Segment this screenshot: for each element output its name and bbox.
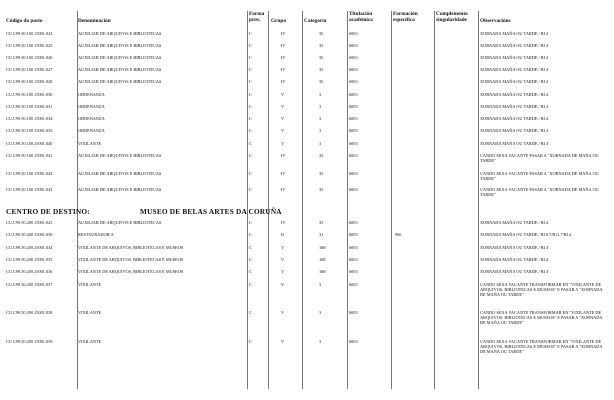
denominacion-cell: AUXILIAR DE ARQUIVOS E BIBLIOTECAS (78, 187, 162, 192)
forma-cell: C (249, 171, 252, 176)
categoria-cell: 35 (319, 43, 324, 48)
titulacion-cell: 6003 (349, 31, 358, 36)
forma-cell: C (249, 55, 252, 60)
grupo-cell: V (281, 245, 285, 250)
denominacion-cell: AUXILIAR DE ARQUIVOS E BIBLIOTECAS (78, 153, 162, 158)
denominacion-cell: VIXILANTE DE ARQUIVOS, BIBLIOTECAS E MUSEOS (78, 269, 184, 274)
forma-cell: C (249, 269, 252, 274)
observacions-cell: XORNADA MAÑA OU TARDE / B14 (480, 128, 548, 133)
grupo-cell: V (281, 257, 285, 262)
codigo-cell: CU.C99.50.200.15001.025 (6, 220, 53, 225)
categoria-cell: 3 (319, 92, 322, 97)
grupo-cell: V (281, 92, 285, 97)
denominacion-cell: AUXILIAR DE ARQUIVOS E BIBLIOTECAS (78, 79, 162, 84)
header-formacion: Formación específica (393, 11, 418, 23)
grupo-cell: IV (281, 171, 286, 176)
observacions-cell: CANDO SEXA VACANTE TRANSFORMAR EN "VIXILANTE DE ARQUIVOS, BIBLIOTECAS E MUSEOS" E PASAR A "XORNADA DE MAÑA OU TARDE" (480, 282, 603, 298)
denominacion-cell: AUXILIAR DE ARQUIVOS E BIBLIOTECAS (78, 67, 162, 72)
titulacion-cell: 6003 (349, 128, 358, 133)
titulacion-cell: 6003 (349, 310, 358, 315)
forma-cell: C (249, 282, 252, 287)
grupo-cell: IV (281, 43, 286, 48)
denominacion-cell: VIXILANTE DE ARQUIVOS, BIBLIOTECAS E MUSEOS (78, 257, 184, 262)
header-categoria: Categoría (304, 18, 327, 24)
denominacion-cell: VIXILANTE (78, 310, 102, 315)
observacions-cell: CANDO SEXA VACANTE TRANSFORMAR EN "VIXILANTE DE ARQUIVOS, BIBLIOTECAS E MUSEOS" E PASAR A "XORNADA DE MAÑA OU TARDE" (480, 339, 603, 355)
observacions-cell: XORNADA MAÑA OU TARDE / B14 (480, 67, 548, 72)
forma-cell: C (249, 116, 252, 121)
column-divider (434, 11, 435, 389)
observacions-cell: XORNADA MAÑA OU TARDE / B14 (480, 104, 548, 109)
observacions-cell: XORNADA MAÑA OU TARDE / B14 (480, 245, 548, 250)
denominacion-cell: AUXILIAR DE ARQUIVOS E BIBLIOTECAS (78, 171, 162, 176)
observacions-cell: XORNADA MAÑA OU TARDE / B14 (480, 43, 548, 48)
forma-cell: C (249, 153, 252, 158)
grupo-cell: V (281, 269, 285, 274)
forma-cell: C (249, 339, 252, 344)
column-divider (247, 11, 248, 389)
titulacion-cell: 6003 (349, 187, 358, 192)
observacions-cell: CANDO SEXA VACANTE PASAR A "XORNADA DE MAÑA OU TARDE" (480, 187, 599, 198)
grupo-cell: V (281, 339, 285, 344)
codigo-cell: CU.C99.50.100.15001.041 (6, 153, 53, 158)
observacions-cell: XORNADA MAÑA OU TARDE / B14 (480, 257, 548, 262)
column-divider (268, 11, 269, 389)
categoria-cell: 3 (319, 104, 322, 109)
grupo-cell: IV (281, 67, 286, 72)
titulacion-cell: 6003 (349, 220, 358, 225)
titulacion-cell: 6003 (349, 282, 358, 287)
titulacion-cell: 6003 (349, 153, 358, 158)
forma-cell: C (249, 310, 252, 315)
formacion-cell: 966 (395, 232, 402, 237)
categoria-cell: 35 (319, 220, 324, 225)
denominacion-cell: ORDENANZA (78, 128, 105, 133)
categoria-cell: 35 (319, 67, 324, 72)
observacions-cell: XORNADA MAÑA OU TARDE / B14 (480, 116, 548, 121)
denominacion-cell: VIXILANTE (78, 282, 102, 287)
forma-cell: C (249, 141, 252, 146)
titulacion-cell: 6003 (349, 245, 358, 250)
observacions-cell: XORNADA MAÑA OU TARDE / B14 (480, 269, 548, 274)
titulacion-cell: 6003 (349, 92, 358, 97)
grupo-cell: V (281, 310, 285, 315)
column-divider (391, 11, 392, 389)
codigo-cell: CU.C99.50.100.15001.024 (6, 31, 53, 36)
centro-destino-label: CENTRO DE DESTINO: (6, 207, 90, 216)
titulacion-cell: 6003 (349, 43, 358, 48)
categoria-cell: 35 (319, 187, 324, 192)
denominacion-cell: RESTAURADOR/A (78, 232, 114, 237)
titulacion-cell: 6003 (349, 232, 358, 237)
codigo-cell: CU.C99.50.200.15001.035 (6, 257, 53, 262)
grupo-cell: V (281, 282, 285, 287)
header-forma: Forma prov. (249, 11, 265, 23)
grupo-cell: IV (281, 187, 286, 192)
denominacion-cell: AUXILIAR DE ARQUIVOS E BIBLIOTECAS (78, 43, 162, 48)
categoria-cell: 35 (319, 153, 324, 158)
titulacion-cell: 6003 (349, 79, 358, 84)
denominacion-cell: AUXILIAR DE ARQUIVOS E BIBLIOTECAS (78, 220, 162, 225)
forma-cell: C (249, 31, 252, 36)
codigo-cell: CU.C99.50.200.15001.030 (6, 232, 53, 237)
observacions-cell: XORNADA MAÑA OU TARDE / B14 (480, 79, 548, 84)
forma-cell: C (249, 187, 252, 192)
forma-cell: C (249, 245, 252, 250)
titulacion-cell: 6003 (349, 257, 358, 262)
denominacion-cell: ORDENANZA (78, 92, 105, 97)
titulacion-cell: 6003 (349, 171, 358, 176)
observacions-cell: CANDO SEXA VACANTE TRANSFORMAR EN "VIXILANTE DE ARQUIVOS, BIBLIOTECAS E MUSEOS" E PASAR A "XORNADA DE MAÑA OU TARDE" (480, 310, 603, 326)
categoria-cell: 3 (319, 310, 322, 315)
codigo-cell: CU.C99.50.200.15001.037 (6, 282, 53, 287)
header-denominacion: Denominación (78, 18, 111, 24)
categoria-cell: 3 (319, 282, 322, 287)
forma-cell: C (249, 79, 252, 84)
codigo-cell: CU.C99.50.100.15001.028 (6, 79, 53, 84)
denominacion-cell: AUXILIAR DE ARQUIVOS E BIBLIOTECAS (78, 31, 162, 36)
forma-cell: C (249, 232, 252, 237)
denominacion-cell: ORDENANZA (78, 116, 105, 121)
forma-cell: C (249, 92, 252, 97)
titulacion-cell: 6003 (349, 116, 358, 121)
titulacion-cell: 6003 (349, 339, 358, 344)
codigo-cell: CU.C99.50.100.15001.040 (6, 141, 53, 146)
categoria-cell: 31 (319, 232, 324, 237)
titulacion-cell: 6003 (349, 104, 358, 109)
forma-cell: C (249, 104, 252, 109)
grupo-cell: V (281, 104, 285, 109)
codigo-cell: CU.C99.50.200.15001.034 (6, 245, 53, 250)
codigo-cell: CU.C99.50.100.15001.043 (6, 187, 53, 192)
grupo-cell: IV (281, 55, 286, 60)
forma-cell: C (249, 128, 252, 133)
categoria-cell: 16E (319, 257, 326, 262)
titulacion-cell: 6003 (349, 55, 358, 60)
header-complemento: Complemento singularidade (436, 11, 468, 23)
column-divider (347, 11, 348, 389)
codigo-cell: CU.C99.50.100.15001.030 (6, 92, 53, 97)
grupo-cell: V (281, 128, 285, 133)
grupo-cell: II (281, 232, 284, 237)
column-divider (478, 11, 479, 389)
codigo-cell: CU.C99.50.100.15001.026 (6, 55, 53, 60)
forma-cell: C (249, 67, 252, 72)
grupo-cell: IV (281, 79, 286, 84)
categoria-cell: 35 (319, 31, 324, 36)
grupo-cell: IV (281, 31, 286, 36)
grupo-cell: IV (281, 220, 286, 225)
forma-cell: C (249, 257, 252, 262)
denominacion-cell: AUXILIAR DE ARQUIVOS E BIBLIOTECAS (78, 55, 162, 60)
observacions-cell: XORNADA MAÑA OU TARDE / B14 (480, 55, 548, 60)
denominacion-cell: VIXILANTE (78, 141, 102, 146)
column-divider (302, 11, 303, 389)
categoria-cell: 35 (319, 171, 324, 176)
categoria-cell: 3 (319, 128, 322, 133)
categoria-cell: 16E (319, 245, 326, 250)
denominacion-cell: VIXILANTE DE ARQUIVOS, BIBLIOTECAS E MUSEOS (78, 245, 184, 250)
observacions-cell: XORNADA MAÑA OU TARDE / B14 (480, 92, 548, 97)
categoria-cell: 3 (319, 116, 322, 121)
denominacion-cell: ORDENANZA (78, 104, 105, 109)
codigo-cell: CU.C99.50.100.15001.042 (6, 171, 53, 176)
titulacion-cell: 6003 (349, 269, 358, 274)
codigo-cell: CU.C99.50.100.15001.031 (6, 104, 53, 109)
grupo-cell: V (281, 141, 285, 146)
observacions-cell: XORNADA MAÑA OU TARDE / B14 (480, 31, 548, 36)
forma-cell: C (249, 43, 252, 48)
grupo-cell: IV (281, 153, 286, 158)
codigo-cell: CU.C99.50.100.15001.034 (6, 116, 53, 121)
observacions-cell: XORNADA MAÑA OU TARDE / B14 (480, 220, 548, 225)
codigo-cell: CU.C99.50.200.15001.036 (6, 269, 53, 274)
titulacion-cell: 6003 (349, 141, 358, 146)
observacions-cell: XORNADA MAÑA OU TARDE / B14 (480, 141, 548, 146)
denominacion-cell: VIXILANTE (78, 339, 102, 344)
forma-cell: C (249, 220, 252, 225)
categoria-cell: 3 (319, 339, 322, 344)
codigo-cell: CU.C99.50.100.15001.027 (6, 67, 53, 72)
grupo-cell: V (281, 116, 285, 121)
header-titulacion: Titulación académica (349, 11, 373, 23)
header-observacions: Observacións (480, 18, 511, 24)
observacions-cell: CANDO SEXA VACANTE PASAR A "XORNADA DE MAÑA OU TARDE" (480, 171, 599, 182)
header-grupo: Grupo (271, 18, 287, 24)
categoria-cell: 3 (319, 141, 322, 146)
codigo-cell: CU.C99.50.200.15001.039 (6, 339, 53, 344)
categoria-cell: 16E (319, 269, 326, 274)
header-codigo: Código do posto (6, 18, 43, 24)
codigo-cell: CU.C99.50.100.15001.035 (6, 128, 53, 133)
codigo-cell: CU.C99.50.200.15001.038 (6, 310, 53, 315)
codigo-cell: CU.C99.50.100.15001.025 (6, 43, 53, 48)
observacions-cell: CANDO SEXA VACANTE PASAR A "XORNADA DE MAÑA OU TARDE" (480, 153, 599, 164)
observacions-cell: XORNADA MAÑA OU TARDE / B10.7/B11.7/B14 (480, 232, 571, 237)
categoria-cell: 35 (319, 79, 324, 84)
titulacion-cell: 6003 (349, 67, 358, 72)
centro-destino-name: MUSEO DE BELAS ARTES DA CORUÑA (140, 207, 282, 216)
categoria-cell: 35 (319, 55, 324, 60)
